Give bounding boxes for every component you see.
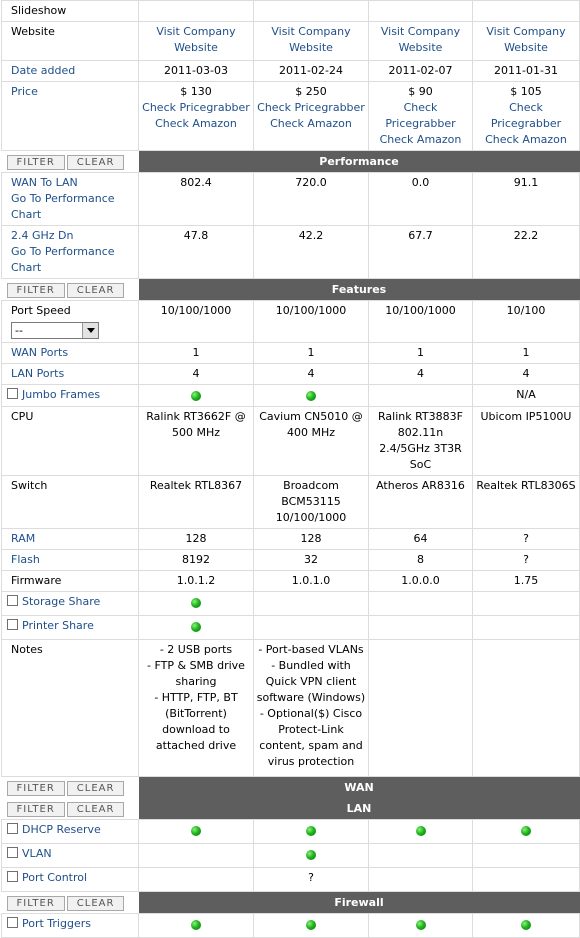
performance-chart-link[interactable]: Go To Performance Chart: [11, 245, 115, 274]
yes-dot-icon: [191, 598, 201, 608]
ram-value: ?: [473, 529, 580, 550]
yes-dot-icon: [191, 622, 201, 632]
section-title: Features: [139, 279, 580, 301]
vlan-link[interactable]: VLAN: [22, 847, 52, 860]
check-pricegrabber-link[interactable]: Check Pricegrabber: [490, 101, 562, 130]
cpu-value: Ubicom IP5100U: [473, 407, 580, 476]
clear-button[interactable]: CLEAR: [67, 781, 125, 796]
check-amazon-link[interactable]: Check Amazon: [270, 117, 352, 130]
price-value: $ 90: [408, 85, 433, 98]
yes-dot-icon: [416, 826, 426, 836]
visit-website-link[interactable]: Visit Company Website: [486, 25, 566, 54]
price-value: $ 105: [510, 85, 542, 98]
wan-to-lan-value: 802.4: [139, 173, 254, 226]
vlan-checkbox[interactable]: [7, 847, 18, 858]
switch-value: Atheros AR8316: [369, 476, 473, 529]
dhcp-reserve-checkbox[interactable]: [7, 823, 18, 834]
wan-ports-value: 1: [254, 343, 369, 364]
note-line: - HTTP, FTP, BT (BitTorrent) download to attached drive: [154, 691, 238, 752]
row-lan-ports: [2, 364, 580, 385]
ram-value: 64: [369, 529, 473, 550]
flash-value: 8: [369, 550, 473, 571]
flash-value: 32: [254, 550, 369, 571]
firmware-value: 1.0.1.2: [139, 571, 254, 592]
yes-dot-icon: [306, 826, 316, 836]
firmware-label: Firmware: [2, 571, 139, 592]
wan-ports-link[interactable]: WAN Ports: [11, 346, 69, 359]
switch-value: Broadcom BCM53115 10/100/1000: [254, 476, 369, 529]
storage-share-checkbox[interactable]: [7, 595, 18, 606]
lan-ports-value: 4: [369, 364, 473, 385]
row-printer-share: [2, 616, 580, 640]
wan-to-lan-value: 720.0: [254, 173, 369, 226]
section-title: WAN: [139, 777, 580, 799]
firmware-value: 1.75: [473, 571, 580, 592]
port-control-link[interactable]: Port Control: [22, 871, 88, 884]
row-website: [2, 22, 580, 61]
yes-dot-icon: [191, 826, 201, 836]
visit-website-link[interactable]: Visit Company Website: [380, 25, 461, 54]
price-value: $ 250: [295, 85, 327, 98]
jumbo-frames-checkbox[interactable]: [7, 388, 18, 399]
lan-ports-value: 4: [139, 364, 254, 385]
cpu-value: Cavium CN5010 @ 400 MHz: [254, 407, 369, 476]
date-value: 2011-03-03: [139, 61, 254, 82]
note-line: - Bundled with Quick VPN client software (Windows): [256, 659, 366, 704]
port-triggers-link[interactable]: Port Triggers: [22, 917, 91, 930]
yes-dot-icon: [416, 920, 426, 930]
price-sort-link[interactable]: Price: [11, 85, 38, 98]
yes-dot-icon: [191, 920, 201, 930]
note-line: - Port-based VLANs: [258, 643, 364, 656]
row-date-added: [2, 61, 580, 82]
clear-button[interactable]: CLEAR: [67, 896, 125, 911]
printer-share-link[interactable]: Printer Share: [22, 619, 94, 632]
yes-dot-icon: [306, 920, 316, 930]
row-flash: [2, 550, 580, 571]
date-value: 2011-01-31: [473, 61, 580, 82]
filter-button[interactable]: FILTER: [7, 283, 65, 298]
yes-dot-icon: [306, 850, 316, 860]
flash-value: ?: [473, 550, 580, 571]
section-title: Firewall: [139, 892, 580, 914]
row-vlan: [2, 844, 580, 868]
switch-value: Realtek RTL8306S: [473, 476, 580, 529]
row-storage-share: [2, 592, 580, 616]
jumbo-frames-link[interactable]: Jumbo Frames: [22, 388, 101, 401]
row-cpu: [2, 407, 580, 476]
port-speed-selected: --: [15, 324, 23, 337]
row-wan-ports: [2, 343, 580, 364]
port-speed-value: 10/100/1000: [369, 301, 473, 343]
check-pricegrabber-link[interactable]: Check Pricegrabber: [385, 101, 456, 130]
clear-button[interactable]: CLEAR: [67, 283, 125, 298]
check-amazon-link[interactable]: Check Amazon: [155, 117, 237, 130]
website-label: Website: [2, 22, 139, 61]
notes-label: Notes: [2, 640, 139, 777]
storage-share-link[interactable]: Storage Share: [22, 595, 101, 608]
firmware-value: 1.0.0.0: [369, 571, 473, 592]
flash-link[interactable]: Flash: [11, 553, 40, 566]
note-line: - 2 USB ports: [159, 643, 233, 656]
row-wan-to-lan: [2, 173, 580, 226]
cpu-label: CPU: [2, 407, 139, 476]
lan-ports-value: 4: [473, 364, 580, 385]
port-speed-value: 10/100: [473, 301, 580, 343]
flash-value: 8192: [139, 550, 254, 571]
visit-website-link[interactable]: Visit Company Website: [156, 25, 236, 54]
ghz-dn-value: 42.2: [254, 226, 369, 279]
row-price: [2, 82, 580, 151]
row-24ghz-dn: [2, 226, 580, 279]
port-speed-select[interactable]: [11, 322, 99, 339]
performance-chart-link[interactable]: Go To Performance Chart: [11, 192, 115, 221]
slideshow-label: Slideshow: [2, 1, 139, 22]
note-line: - Optional($) Cisco Protect-Link content, spam and virus protection: [259, 707, 363, 768]
row-port-control: [2, 868, 580, 892]
row-ram: [2, 529, 580, 550]
wan-to-lan-link[interactable]: WAN To LAN: [11, 176, 78, 189]
wan-to-lan-value: 91.1: [473, 173, 580, 226]
yes-dot-icon: [191, 391, 201, 401]
clear-button[interactable]: CLEAR: [67, 802, 125, 817]
cpu-value: Ralink RT3883F 802.11n 2.4/5GHz 3T3R SoC: [369, 407, 473, 476]
yes-dot-icon: [306, 391, 316, 401]
row-firmware: [2, 571, 580, 592]
port-speed-value: 10/100/1000: [254, 301, 369, 343]
wan-ports-value: 1: [139, 343, 254, 364]
section-performance: [2, 151, 580, 173]
lan-ports-value: 4: [254, 364, 369, 385]
section-title: LAN: [139, 798, 580, 820]
switch-label: Switch: [2, 476, 139, 529]
yes-dot-icon: [521, 920, 531, 930]
dhcp-reserve-link[interactable]: DHCP Reserve: [22, 823, 101, 836]
row-notes: [2, 640, 580, 777]
dropdown-arrow-icon[interactable]: [82, 323, 98, 338]
row-dhcp-reserve: [2, 820, 580, 844]
ghz-dn-value: 22.2: [473, 226, 580, 279]
port-speed-label: Port Speed: [11, 304, 71, 317]
section-lan: [2, 798, 580, 820]
ghz-dn-value: 67.7: [369, 226, 473, 279]
port-control-checkbox[interactable]: [7, 871, 18, 882]
note-line: - FTP & SMB drive sharing: [147, 659, 245, 688]
port-speed-value: 10/100/1000: [139, 301, 254, 343]
ghz-dn-link[interactable]: 2.4 GHz Dn: [11, 229, 74, 242]
check-pricegrabber-link[interactable]: Check Pricegrabber: [257, 101, 365, 114]
printer-share-checkbox[interactable]: [7, 619, 18, 630]
section-firewall: [2, 892, 580, 914]
price-value: $ 130: [180, 85, 212, 98]
wan-to-lan-value: 0.0: [369, 173, 473, 226]
clear-button[interactable]: CLEAR: [67, 155, 125, 170]
section-features: [2, 279, 580, 301]
jumbo-frames-value: N/A: [473, 385, 580, 407]
lan-ports-link[interactable]: LAN Ports: [11, 367, 65, 380]
date-value: 2011-02-07: [369, 61, 473, 82]
check-amazon-link[interactable]: Check Amazon: [485, 133, 567, 146]
date-added-sort-link[interactable]: Date added: [11, 64, 76, 77]
ram-value: 128: [254, 529, 369, 550]
row-slideshow: [2, 1, 580, 22]
visit-website-link[interactable]: Visit Company Website: [271, 25, 351, 54]
section-title: Performance: [139, 151, 580, 173]
row-jumbo-frames: [2, 385, 580, 407]
check-amazon-link[interactable]: Check Amazon: [379, 133, 462, 146]
ram-link[interactable]: RAM: [11, 532, 36, 545]
row-port-speed: [2, 301, 580, 343]
section-wan: [2, 777, 580, 799]
cpu-value: Ralink RT3662F @ 500 MHz: [139, 407, 254, 476]
wan-ports-value: 1: [369, 343, 473, 364]
filter-button[interactable]: FILTER: [7, 802, 65, 817]
row-switch: [2, 476, 580, 529]
port-triggers-checkbox[interactable]: [7, 917, 18, 928]
switch-value: Realtek RTL8367: [139, 476, 254, 529]
port-control-value: ?: [254, 868, 369, 892]
filter-button[interactable]: FILTER: [7, 896, 65, 911]
filter-button[interactable]: FILTER: [7, 781, 65, 796]
yes-dot-icon: [521, 826, 531, 836]
ram-value: 128: [139, 529, 254, 550]
wan-ports-value: 1: [473, 343, 580, 364]
check-pricegrabber-link[interactable]: Check Pricegrabber: [142, 101, 250, 114]
row-port-triggers: [2, 914, 580, 938]
date-value: 2011-02-24: [254, 61, 369, 82]
ghz-dn-value: 47.8: [139, 226, 254, 279]
comparison-table: [1, 0, 580, 938]
filter-button[interactable]: FILTER: [7, 155, 65, 170]
firmware-value: 1.0.1.0: [254, 571, 369, 592]
